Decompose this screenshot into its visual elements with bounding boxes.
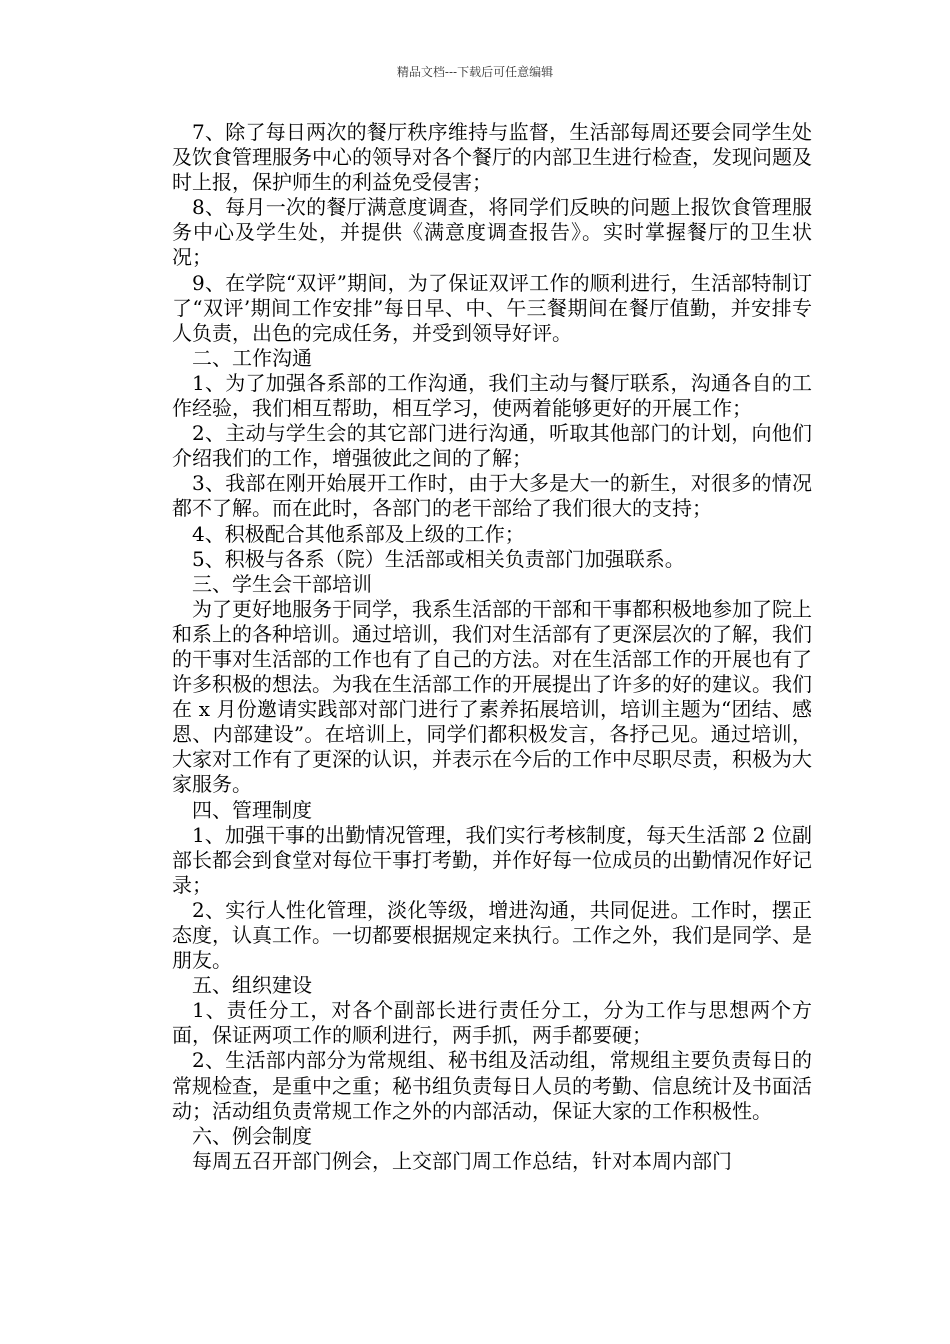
paragraph-communication-1: 1、为了加强各系部的工作沟通，我们主动与餐厅联系，沟通各自的工作经验，我们相互帮助，相互学习，使两着能够更好的开展工作； — [172, 370, 812, 421]
document-body — [172, 120, 812, 1174]
paragraph-training: 为了更好地服务于同学，我系生活部的干部和干事都积极地参加了院上和系上的各种培训。通过培训，我们对生活部有了更深层次的了解，我们的干事对生活部的工作也有了自己的方法。对在生活部工作的开展也有了许多积极的想法。为我在生活部工作的开展提出了许多的好的建议。我们在 x 月份邀请实践部对部门进行了素养拓展培训，培训主题为“团结、感恩、内部建设”。在培训上，同学们都积极发言，各抒己见。通过培训，大家对工作有了更深的认识，并表示在今后的工作中尽职尽责，积极为大家服务。 — [172, 596, 812, 797]
paragraph-communication-5: 5、积极与各系（院）生活部或相关负责部门加强联系。 — [192, 546, 685, 571]
page-header: 精品文档---下载后可任意编辑 — [396, 65, 554, 79]
paragraph-item-8: 8、每月一次的餐厅满意度调查，将同学们反映的问题上报饮食管理服务中心及学生处，并提供《满意度调查报告》。实时掌握餐厅的卫生状况； — [172, 195, 812, 270]
paragraph-item-7: 7、除了每日两次的餐厅秩序维持与监督，生活部每周还要会同学生处及饮食管理服务中心的领导对各个餐厅的内部卫生进行检查，发现问题及时上报，保护师生的利益免受侵害； — [172, 120, 812, 195]
paragraph-communication-3: 3、我部在刚开始展开工作时，由于大多是大一的新生，对很多的情况都不了解。而在此时，各部门的老干部给了我们很大的支持； — [172, 471, 812, 521]
section-heading-training: 三、学生会干部培训 — [192, 571, 372, 596]
paragraph-organization-2: 2、生活部内部分为常规组、秘书组及活动组，常规组主要负责每日的常规检查，是重中之重；秘书组负责每日人员的考勤、信息统计及书面活动；活动组负责常规工作之外的内部活动，保证大家的工作积极性。 — [172, 1048, 812, 1123]
section-heading-management: 四、管理制度 — [192, 797, 312, 822]
paragraph-communication-2: 2、主动与学生会的其它部门进行沟通，听取其他部门的计划，向他们介绍我们的工作，增强彼此之间的了解； — [172, 421, 812, 471]
section-heading-communication: 二、工作沟通 — [192, 345, 312, 370]
section-heading-organization: 五、组织建设 — [192, 973, 312, 998]
paragraph-organization-1: 1、责任分工，对各个副部长进行责任分工，分为工作与思想两个方面，保证两项工作的顺利进行，两手抓，两手都要硬； — [172, 998, 812, 1048]
paragraph-management-1: 1、加强干事的出勤情况管理，我们实行考核制度，每天生活部 2 位副部长都会到食堂对每位干事打考勤，并作好每一位成员的出勤情况作好记录； — [172, 822, 812, 897]
paragraph-communication-4: 4、积极配合其他系部及上级的工作； — [192, 521, 525, 546]
paragraph-meeting: 每周五召开部门例会，上交部门周工作总结，针对本周内部门 — [192, 1148, 732, 1173]
paragraph-management-2: 2、实行人性化管理，淡化等级，增进沟通，共同促进。工作时，摆正态度，认真工作。一切都要根据规定来执行。工作之外，我们是同学、是朋友。 — [172, 897, 812, 973]
paragraph-item-9: 9、在学院“双评”期间，为了保证双评工作的顺利进行，生活部特制订了“双评’期间工作安排”每日早、中、午三餐期间在餐厅值勤，并安排专人负责，出色的完成任务，并受到领导好评。 — [172, 270, 812, 345]
section-heading-meeting: 六、例会制度 — [192, 1123, 312, 1148]
